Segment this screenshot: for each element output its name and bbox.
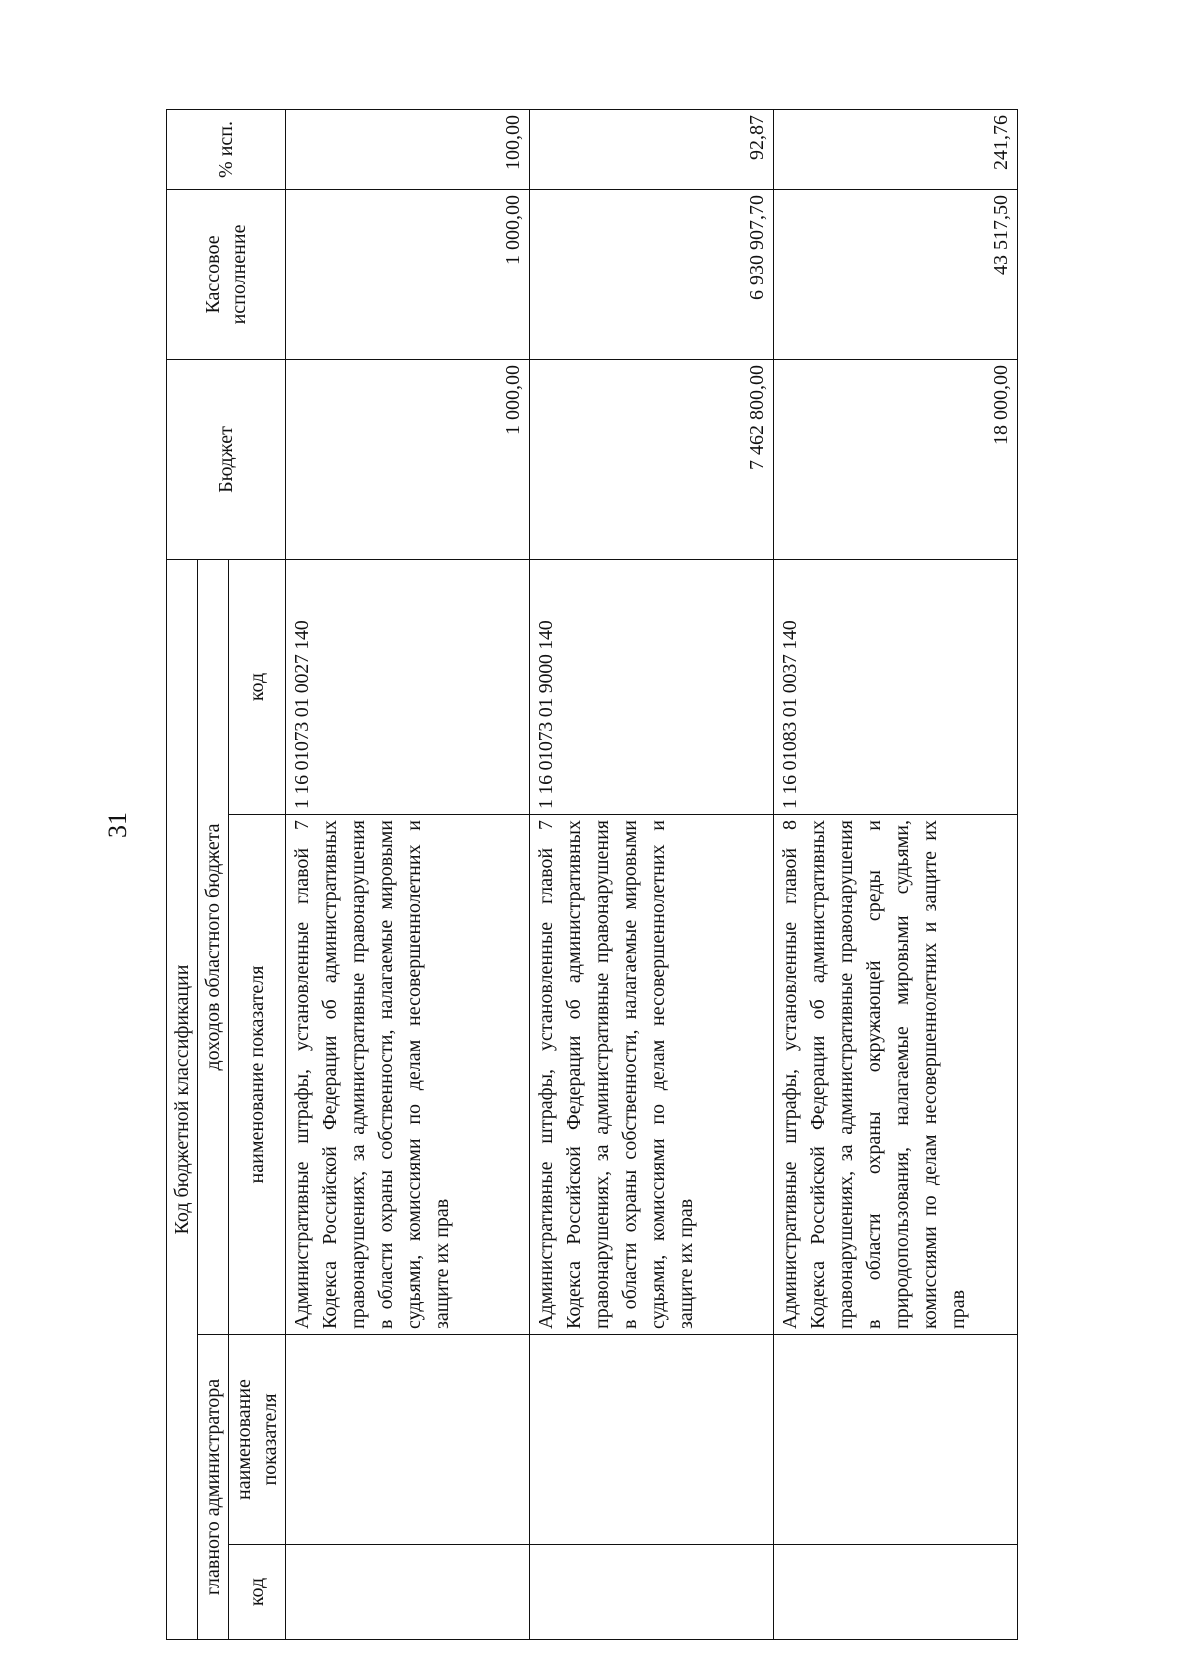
- header-income-code: код: [229, 559, 286, 814]
- row-budget: 1 000,00: [286, 359, 530, 559]
- row-description: Административные штрафы, установленные главой 8 Кодекса Российской Федерации об административных правонарушениях, за административные правонарушения в области охраны окружающей среды и природопользования, налагаемые мировыми судьями, комиссиями по делам несовершеннолетних и защите их прав: [774, 815, 1018, 1335]
- row-code: 1 16 01073 01 9000 140: [530, 559, 774, 814]
- header-regional-budget-income: доходов областного бюджета: [198, 559, 229, 1334]
- header-percent: % исп.: [167, 109, 286, 189]
- row-execution: 6 930 907,70: [530, 189, 774, 359]
- budget-table: [166, 109, 1018, 1640]
- row-description: Административные штрафы, установленные главой 7 Кодекса Российской Федерации об административных правонарушениях, за административные правонарушения в области охраны собственности, налагаемые мировыми судьями, комиссиями по делам несовершеннолетних и защите их прав: [286, 815, 530, 1335]
- row-description: Административные штрафы, установленные главой 7 Кодекса Российской Федерации об административных правонарушениях, за административные правонарушения в области охраны собственности, налагаемые мировыми судьями, комиссиями по делам несовершеннолетних и защите их прав: [530, 815, 774, 1335]
- header-admin-name: наименование показателя: [229, 1335, 286, 1545]
- header-execution: Кассовое исполнение: [167, 189, 286, 359]
- row-budget: 18 000,00: [774, 359, 1018, 559]
- row-admin-name: [774, 1335, 1018, 1545]
- table-row: [530, 109, 774, 1639]
- row-admin-code: [286, 1545, 530, 1640]
- row-admin-code: [774, 1545, 1018, 1640]
- row-percent: 92,87: [530, 109, 774, 189]
- header-budget: Бюджет: [167, 359, 286, 559]
- row-execution: 43 517,50: [774, 189, 1018, 359]
- row-budget: 7 462 800,00: [530, 359, 774, 559]
- row-execution: 1 000,00: [286, 189, 530, 359]
- row-code: 1 16 01073 01 0027 140: [286, 559, 530, 814]
- header-income-name: наименование показателя: [229, 815, 286, 1335]
- row-percent: 100,00: [286, 109, 530, 189]
- table-row: [286, 109, 530, 1639]
- row-admin-name: [530, 1335, 774, 1545]
- row-code: 1 16 01083 01 0037 140: [774, 559, 1018, 814]
- row-admin-name: [286, 1335, 530, 1545]
- header-classification-code: Код бюджетной классификации: [167, 559, 198, 1639]
- rotated-table-container: [166, 110, 1016, 1640]
- header-admin-code: код: [229, 1545, 286, 1640]
- row-admin-code: [530, 1545, 774, 1640]
- table-row: [774, 109, 1018, 1639]
- page-number: 31: [103, 812, 132, 838]
- row-percent: 241,76: [774, 109, 1018, 189]
- header-main-administrator: главного администратора: [198, 1335, 229, 1640]
